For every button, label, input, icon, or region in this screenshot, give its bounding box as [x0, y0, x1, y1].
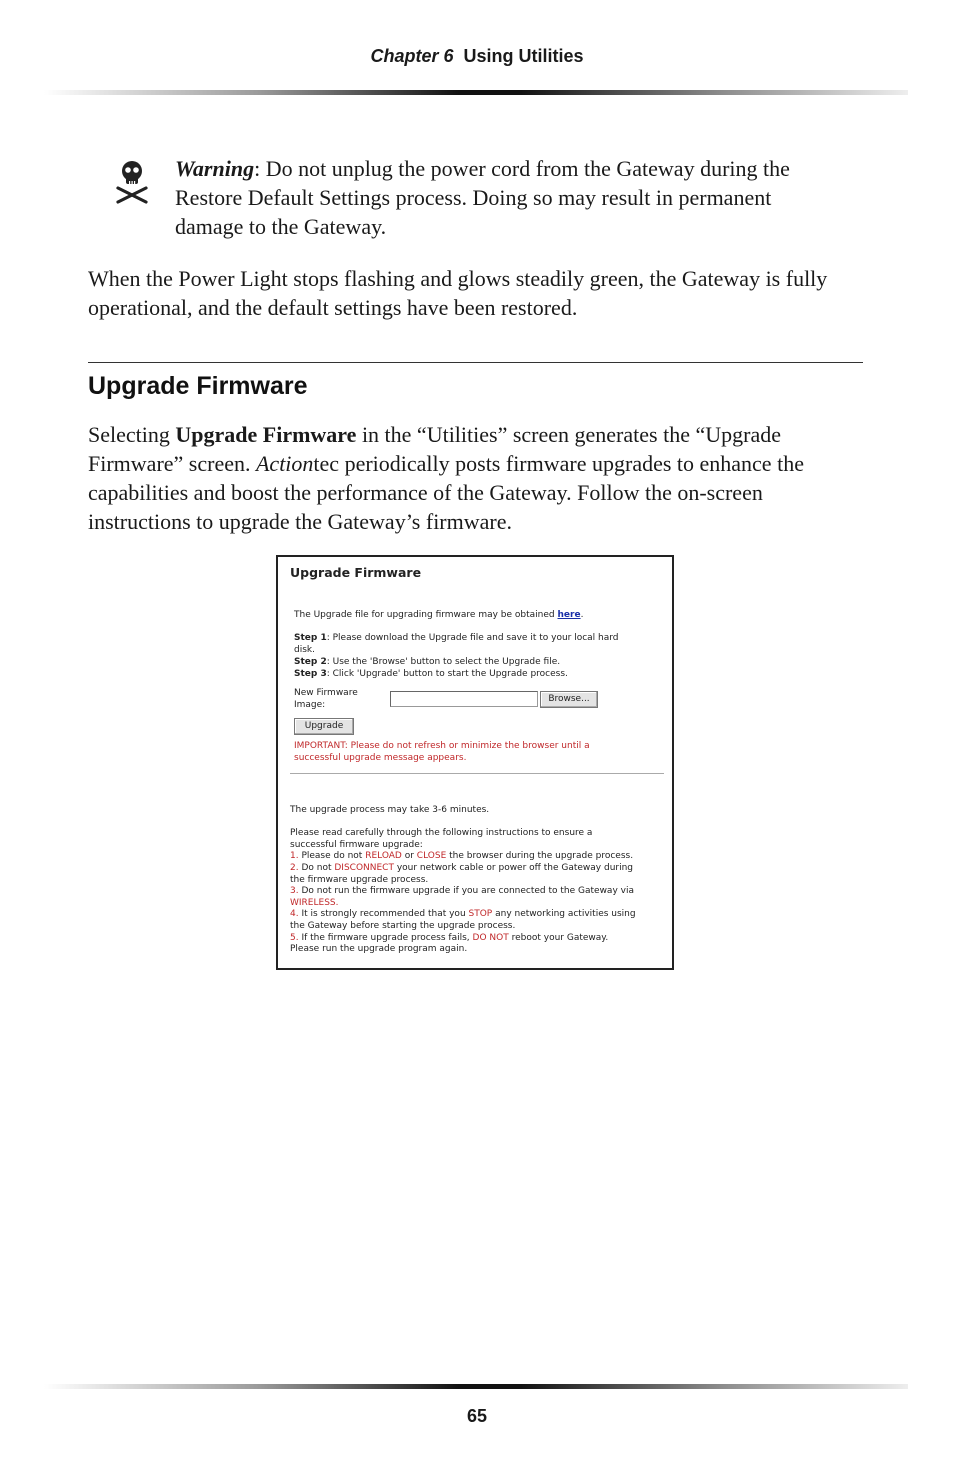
firmware-field-label: New Firmware [294, 688, 358, 698]
step-3 [294, 669, 568, 679]
upgrade-paragraph-text-2: in the “Utilities” screen generates the “Upgrade Firmware” screen. [88, 422, 781, 476]
instruction-1-or: or [401, 851, 417, 861]
instruction-1-text: Please do not [298, 851, 366, 861]
upgrade-paragraph-text-3: tec periodically posts firmware upgrades to enhance the capabilities and boost the performance of the Gateway. Follow the on-screen instructions to upgrade the Gateway’s firmware. [88, 451, 804, 534]
instruction-5 [290, 933, 608, 943]
read-instructions-2: successful firmware upgrade: [290, 840, 423, 850]
obtain-line [294, 610, 583, 620]
instruction-1-num: 1. [290, 851, 299, 861]
instruction-3 [290, 886, 634, 896]
screenshot-title: Upgrade Firmware [290, 565, 422, 580]
instruction-4-continued: the Gateway before starting the upgrade process. [290, 921, 516, 931]
firmware-file-input[interactable] [390, 691, 538, 707]
brand-italic: Action [255, 451, 314, 476]
instruction-3-text: Do not run the firmware upgrade if you are connected to the Gateway via [298, 886, 634, 896]
instruction-5-num: 5. [290, 933, 299, 943]
do-not-word: DO NOT [472, 933, 509, 943]
instruction-3-num: 3. [290, 886, 299, 896]
upgrade-paragraph-text: Selecting [88, 422, 176, 447]
restore-paragraph: When the Power Light stops flashing and glows steadily green, the Gateway is fully operational, and the default settings have been restored. [88, 266, 828, 320]
reload-word: RELOAD [365, 851, 402, 861]
instruction-2 [290, 863, 633, 873]
instruction-2-text: Do not [298, 863, 335, 873]
instruction-4 [290, 909, 636, 919]
instruction-1-end: the browser during the upgrade process. [446, 851, 634, 861]
warning-label: Warning [175, 156, 255, 181]
page-number: 65 [466, 1406, 488, 1426]
chapter-title: Using Utilities [463, 46, 584, 66]
running-header [0, 46, 954, 67]
upgrade-paragraph [88, 420, 858, 536]
warning-text: : Do not unplug the power cord from the Gateway during the Restore Default Settings process. Doing so may result in permanent damage to the Gateway. [175, 156, 790, 239]
instruction-2-end: your network cable or power off the Gateway during [393, 863, 634, 873]
instruction-2-continued: the firmware upgrade process. [290, 875, 429, 885]
instruction-4-end: any networking activities using [492, 909, 636, 919]
firmware-field-label-2: Image: [294, 700, 326, 710]
step-3-text: : Click 'Upgrade' button to start the Upgrade process. [326, 669, 568, 679]
upgrade-paragraph-bold: Upgrade Firmware [175, 422, 357, 447]
here-link[interactable]: here [557, 610, 581, 620]
time-note: The upgrade process may take 3-6 minutes. [290, 805, 490, 815]
disconnect-word: DISCONNECT [334, 863, 394, 873]
chapter-label: Chapter 6 [370, 46, 454, 66]
browse-button[interactable]: Browse... [540, 691, 598, 708]
instruction-4-text: It is strongly recommended that you [298, 909, 469, 919]
warning-note [175, 154, 795, 241]
screenshot-divider [290, 773, 664, 774]
instruction-2-num: 2. [290, 863, 299, 873]
step-1-text: : Please download the Upgrade file and save it to your local hard [326, 633, 619, 643]
step-1-continued: disk. [294, 645, 315, 655]
instruction-4-num: 4. [290, 909, 299, 919]
step-3-label: Step 3 [294, 669, 327, 679]
section-heading: Upgrade Firmware [88, 372, 308, 400]
read-instructions: Please read carefully through the following instructions to ensure a [290, 828, 593, 838]
instruction-5-text: If the firmware upgrade process fails, [298, 933, 473, 943]
step-2 [294, 657, 560, 667]
important-note: IMPORTANT: Please do not refresh or minimize the browser until a [294, 741, 590, 751]
instruction-1 [290, 851, 633, 861]
skull-crossbones-icon [112, 158, 152, 206]
instruction-5-continued: Please run the upgrade program again. [290, 944, 468, 954]
stop-word: STOP [468, 909, 493, 919]
obtain-end: . [580, 610, 584, 620]
close-word: CLOSE [416, 851, 447, 861]
section-divider [88, 362, 863, 363]
instruction-5-end: reboot your Gateway. [508, 933, 609, 943]
header-rule [44, 90, 908, 95]
obtain-text: The Upgrade file for upgrading firmware may be obtained [294, 610, 558, 620]
upgrade-firmware-screenshot [276, 555, 674, 970]
step-1 [294, 633, 619, 643]
step-2-text: : Use the 'Browse' button to select the Upgrade file. [326, 657, 561, 667]
upgrade-button[interactable]: Upgrade [294, 718, 354, 735]
step-2-label: Step 2 [294, 657, 327, 667]
step-1-label: Step 1 [294, 633, 327, 643]
important-note-2: successful upgrade message appears. [294, 753, 467, 763]
footer-rule [44, 1384, 908, 1389]
wireless-word: WIRELESS. [290, 898, 339, 908]
